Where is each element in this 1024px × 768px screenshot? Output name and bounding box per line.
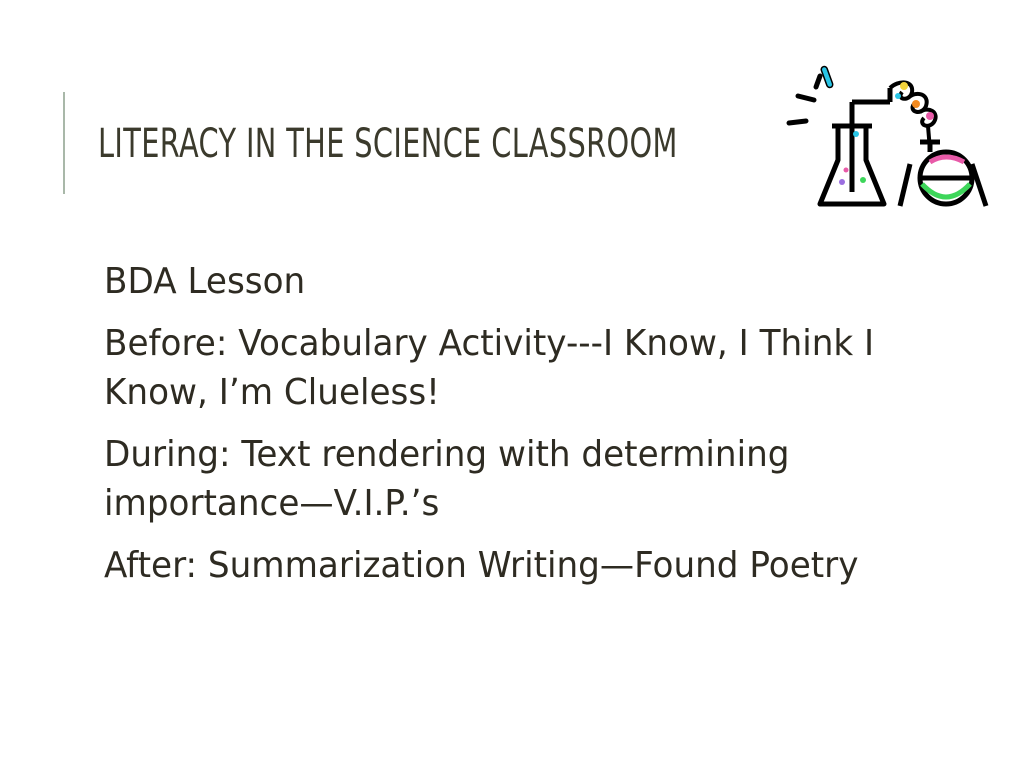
bullet-list bbox=[104, 257, 904, 603]
slide-title: LITERACY IN THE SCIENCE CLASSROOM bbox=[98, 121, 678, 167]
lab-glassware-clipart-icon bbox=[780, 60, 995, 220]
bullet-item-after: After: Summarization Writing—Found Poetry bbox=[104, 545, 859, 586]
title-accent-rule bbox=[63, 92, 65, 194]
bullet-item-during: During: Text rendering with determining importance—V.I.P.’s bbox=[104, 434, 790, 524]
bullet-item-bda-lesson: BDA Lesson bbox=[104, 261, 306, 302]
bullet-item-before: Before: Vocabulary Activity---I Know, I Think I Know, I’m Clueless! bbox=[104, 323, 875, 413]
